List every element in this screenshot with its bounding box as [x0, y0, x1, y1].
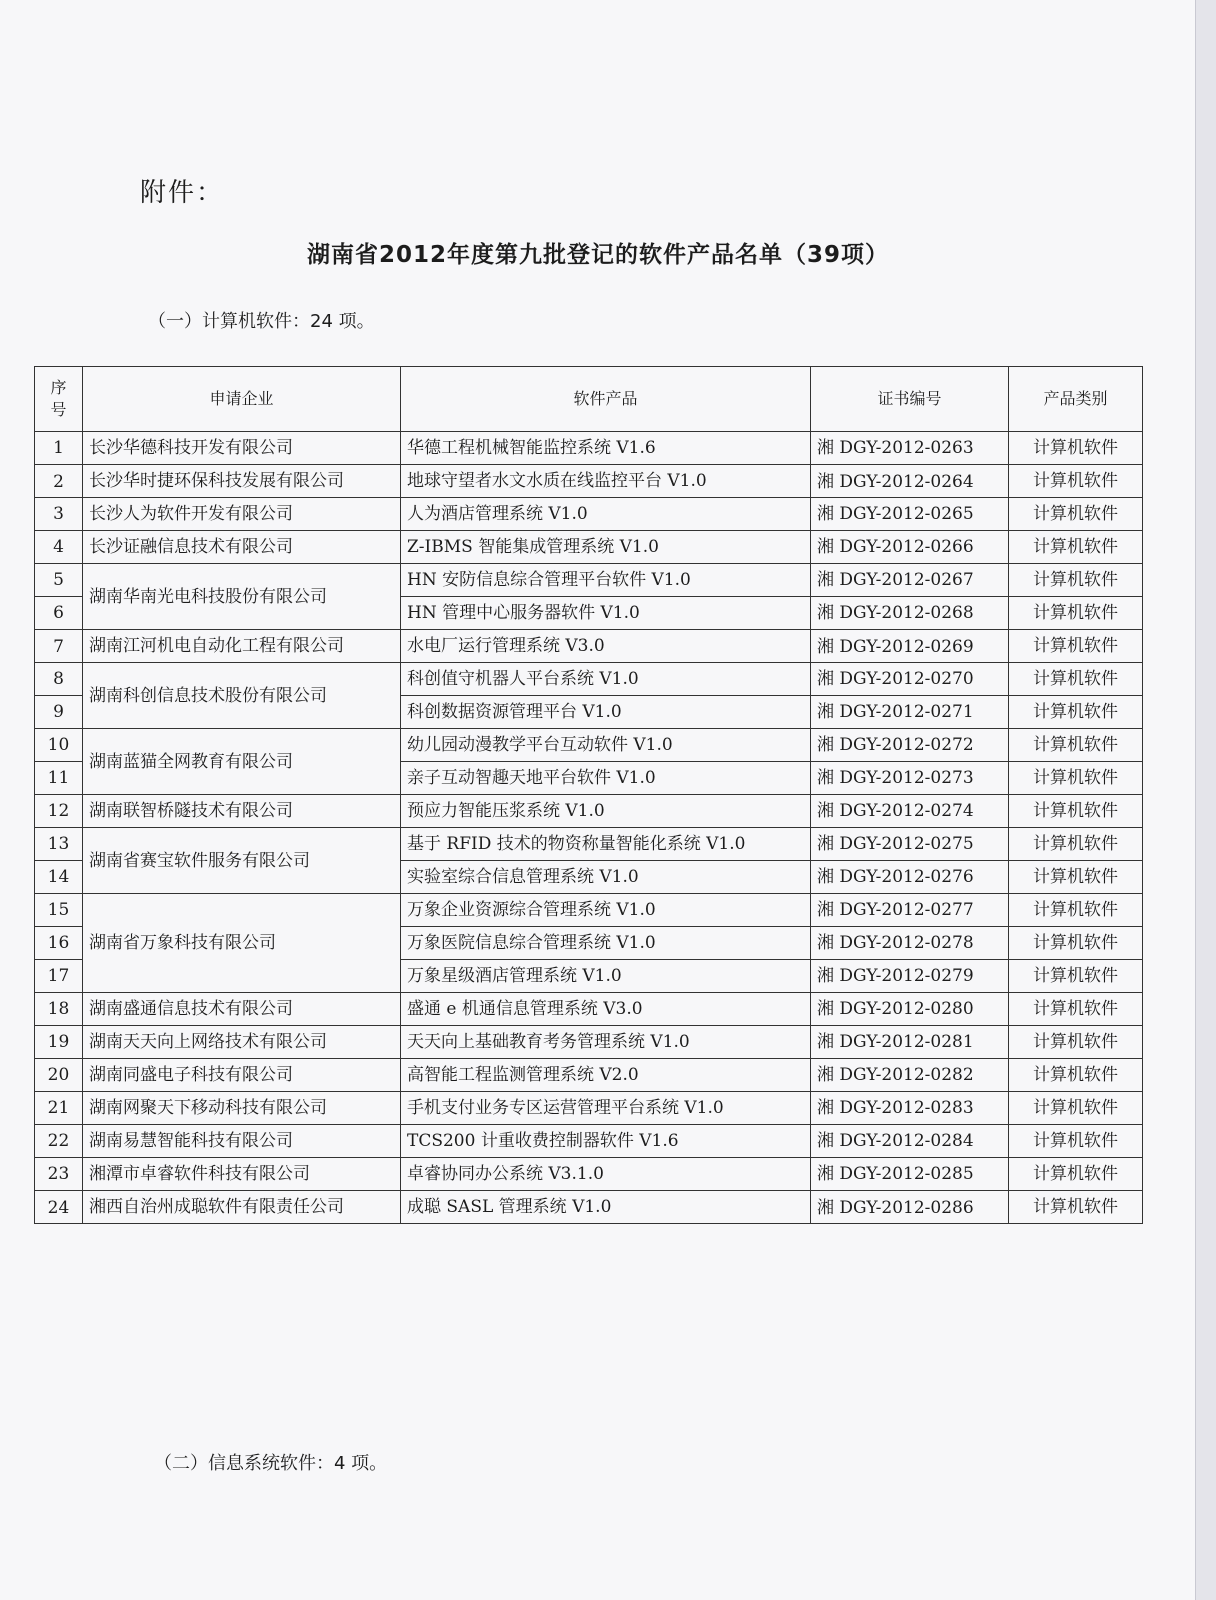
- cert-number: 湘 DGY-2012-0283: [811, 1092, 1009, 1125]
- product-name: Z-IBMS 智能集成管理系统 V1.0: [401, 531, 811, 564]
- table-row: [35, 1026, 1143, 1059]
- product-category: 计算机软件: [1009, 729, 1143, 762]
- row-number: 8: [35, 663, 83, 696]
- company-name: 长沙证融信息技术有限公司: [83, 531, 401, 564]
- product-name: 预应力智能压浆系统 V1.0: [401, 795, 811, 828]
- row-number: 7: [35, 630, 83, 663]
- product-category: 计算机软件: [1009, 960, 1143, 993]
- product-category: 计算机软件: [1009, 564, 1143, 597]
- cert-number: 湘 DGY-2012-0263: [811, 432, 1009, 465]
- cert-number: 湘 DGY-2012-0274: [811, 795, 1009, 828]
- row-number: 1: [35, 432, 83, 465]
- product-name: 科创值守机器人平台系统 V1.0: [401, 663, 811, 696]
- company-name: 湖南蓝猫全网教育有限公司: [83, 729, 401, 795]
- row-number: 15: [35, 894, 83, 927]
- product-name: 基于 RFID 技术的物资称量智能化系统 V1.0: [401, 828, 811, 861]
- row-number: 22: [35, 1125, 83, 1158]
- row-number: 6: [35, 597, 83, 630]
- cert-number: 湘 DGY-2012-0268: [811, 597, 1009, 630]
- product-category: 计算机软件: [1009, 1059, 1143, 1092]
- row-number: 14: [35, 861, 83, 894]
- product-category: 计算机软件: [1009, 531, 1143, 564]
- table-row: [35, 498, 1143, 531]
- product-name: HN 安防信息综合管理平台软件 V1.0: [401, 564, 811, 597]
- row-number: 12: [35, 795, 83, 828]
- company-name: 湖南天天向上网络技术有限公司: [83, 1026, 401, 1059]
- product-category: 计算机软件: [1009, 1026, 1143, 1059]
- product-name: 万象企业资源综合管理系统 V1.0: [401, 894, 811, 927]
- product-name: 盛通 e 机通信息管理系统 V3.0: [401, 993, 811, 1026]
- product-category: 计算机软件: [1009, 927, 1143, 960]
- row-number: 2: [35, 465, 83, 498]
- company-name: 湘西自治州成聪软件有限责任公司: [83, 1191, 401, 1224]
- table-row: [35, 1158, 1143, 1191]
- row-number: 20: [35, 1059, 83, 1092]
- company-name: 湖南江河机电自动化工程有限公司: [83, 630, 401, 663]
- row-number: 11: [35, 762, 83, 795]
- header-product: 软件产品: [401, 367, 811, 432]
- cert-number: 湘 DGY-2012-0281: [811, 1026, 1009, 1059]
- company-name: 湖南省万象科技有限公司: [83, 894, 401, 993]
- table-row: [35, 1191, 1143, 1224]
- product-category: 计算机软件: [1009, 1125, 1143, 1158]
- company-name: 长沙华时捷环保科技发展有限公司: [83, 465, 401, 498]
- cert-number: 湘 DGY-2012-0277: [811, 894, 1009, 927]
- cert-number: 湘 DGY-2012-0273: [811, 762, 1009, 795]
- header-seq-top: 序: [50, 378, 67, 397]
- table-row: [35, 828, 1143, 861]
- cert-number: 湘 DGY-2012-0276: [811, 861, 1009, 894]
- header-seq: [35, 367, 83, 432]
- company-name: 湖南科创信息技术股份有限公司: [83, 663, 401, 729]
- product-category: 计算机软件: [1009, 828, 1143, 861]
- cert-number: 湘 DGY-2012-0280: [811, 993, 1009, 1026]
- product-category: 计算机软件: [1009, 795, 1143, 828]
- cert-number: 湘 DGY-2012-0279: [811, 960, 1009, 993]
- product-name: 万象星级酒店管理系统 V1.0: [401, 960, 811, 993]
- product-category: 计算机软件: [1009, 432, 1143, 465]
- product-category: 计算机软件: [1009, 762, 1143, 795]
- cert-number: 湘 DGY-2012-0282: [811, 1059, 1009, 1092]
- attachment-label: 附件：: [140, 178, 225, 208]
- table-row: [35, 432, 1143, 465]
- product-name: 成聪 SASL 管理系统 V1.0: [401, 1191, 811, 1224]
- product-name: 实验室综合信息管理系统 V1.0: [401, 861, 811, 894]
- product-name: 天天向上基础教育考务管理系统 V1.0: [401, 1026, 811, 1059]
- product-category: 计算机软件: [1009, 696, 1143, 729]
- cert-number: 湘 DGY-2012-0264: [811, 465, 1009, 498]
- header-cert: 证书编号: [811, 367, 1009, 432]
- product-name: 科创数据资源管理平台 V1.0: [401, 696, 811, 729]
- row-number: 18: [35, 993, 83, 1026]
- company-name: 湖南省赛宝软件服务有限公司: [83, 828, 401, 894]
- company-name: 长沙人为软件开发有限公司: [83, 498, 401, 531]
- cert-number: 湘 DGY-2012-0278: [811, 927, 1009, 960]
- row-number: 19: [35, 1026, 83, 1059]
- table-row: [35, 993, 1143, 1026]
- product-category: 计算机软件: [1009, 1191, 1143, 1224]
- table-header-row: [35, 367, 1143, 432]
- section-heading-information-system-software: （二）信息系统软件：4 项。: [154, 1453, 388, 1474]
- product-category: 计算机软件: [1009, 498, 1143, 531]
- table-row: [35, 465, 1143, 498]
- row-number: 24: [35, 1191, 83, 1224]
- product-category: 计算机软件: [1009, 597, 1143, 630]
- row-number: 16: [35, 927, 83, 960]
- cert-number: 湘 DGY-2012-0275: [811, 828, 1009, 861]
- section-heading-computer-software: （一）计算机软件：24 项。: [148, 311, 375, 332]
- row-number: 21: [35, 1092, 83, 1125]
- product-category: 计算机软件: [1009, 894, 1143, 927]
- row-number: 4: [35, 531, 83, 564]
- company-name: 长沙华德科技开发有限公司: [83, 432, 401, 465]
- cert-number: 湘 DGY-2012-0286: [811, 1191, 1009, 1224]
- product-name: 水电厂运行管理系统 V3.0: [401, 630, 811, 663]
- cert-number: 湘 DGY-2012-0284: [811, 1125, 1009, 1158]
- cert-number: 湘 DGY-2012-0267: [811, 564, 1009, 597]
- product-name: 华德工程机械智能监控系统 V1.6: [401, 432, 811, 465]
- product-name: 地球守望者水文水质在线监控平台 V1.0: [401, 465, 811, 498]
- cert-number: 湘 DGY-2012-0266: [811, 531, 1009, 564]
- cert-number: 湘 DGY-2012-0269: [811, 630, 1009, 663]
- document-title: 湖南省2012年度第九批登记的软件产品名单（39项）: [306, 242, 890, 268]
- row-number: 3: [35, 498, 83, 531]
- product-name: 人为酒店管理系统 V1.0: [401, 498, 811, 531]
- product-category: 计算机软件: [1009, 1092, 1143, 1125]
- row-number: 9: [35, 696, 83, 729]
- row-number: 13: [35, 828, 83, 861]
- table-row: [35, 663, 1143, 696]
- product-name: TCS200 计重收费控制器软件 V1.6: [401, 1125, 811, 1158]
- product-name: 亲子互动智趣天地平台软件 V1.0: [401, 762, 811, 795]
- product-name: 卓睿协同办公系统 V3.1.0: [401, 1158, 811, 1191]
- software-product-table: [34, 366, 1143, 1224]
- table-row: [35, 729, 1143, 762]
- header-category: 产品类别: [1009, 367, 1143, 432]
- table-row: [35, 531, 1143, 564]
- company-name: 湖南盛通信息技术有限公司: [83, 993, 401, 1026]
- product-category: 计算机软件: [1009, 663, 1143, 696]
- company-name: 湘潭市卓睿软件科技有限公司: [83, 1158, 401, 1191]
- product-category: 计算机软件: [1009, 630, 1143, 663]
- header-company: 申请企业: [83, 367, 401, 432]
- cert-number: 湘 DGY-2012-0271: [811, 696, 1009, 729]
- product-name: 高智能工程监测管理系统 V2.0: [401, 1059, 811, 1092]
- table-row: [35, 795, 1143, 828]
- row-number: 17: [35, 960, 83, 993]
- product-name: 万象医院信息综合管理系统 V1.0: [401, 927, 811, 960]
- table-row: [35, 1092, 1143, 1125]
- table-row: [35, 1059, 1143, 1092]
- product-category: 计算机软件: [1009, 465, 1143, 498]
- company-name: 湖南网聚天下移动科技有限公司: [83, 1092, 401, 1125]
- product-name: 幼儿园动漫教学平台互动软件 V1.0: [401, 729, 811, 762]
- cert-number: 湘 DGY-2012-0285: [811, 1158, 1009, 1191]
- company-name: 湖南同盛电子科技有限公司: [83, 1059, 401, 1092]
- header-seq-bottom: 号: [50, 400, 67, 419]
- page-edge: [1195, 0, 1216, 1600]
- row-number: 5: [35, 564, 83, 597]
- product-name: 手机支付业务专区运营管理平台系统 V1.0: [401, 1092, 811, 1125]
- company-name: 湖南联智桥隧技术有限公司: [83, 795, 401, 828]
- company-name: 湖南易慧智能科技有限公司: [83, 1125, 401, 1158]
- cert-number: 湘 DGY-2012-0270: [811, 663, 1009, 696]
- row-number: 10: [35, 729, 83, 762]
- cert-number: 湘 DGY-2012-0272: [811, 729, 1009, 762]
- product-category: 计算机软件: [1009, 993, 1143, 1026]
- product-category: 计算机软件: [1009, 1158, 1143, 1191]
- table-row: [35, 1125, 1143, 1158]
- row-number: 23: [35, 1158, 83, 1191]
- table-row: [35, 894, 1143, 927]
- cert-number: 湘 DGY-2012-0265: [811, 498, 1009, 531]
- product-name: HN 管理中心服务器软件 V1.0: [401, 597, 811, 630]
- table-row: [35, 630, 1143, 663]
- product-category: 计算机软件: [1009, 861, 1143, 894]
- table-row: [35, 564, 1143, 597]
- company-name: 湖南华南光电科技股份有限公司: [83, 564, 401, 630]
